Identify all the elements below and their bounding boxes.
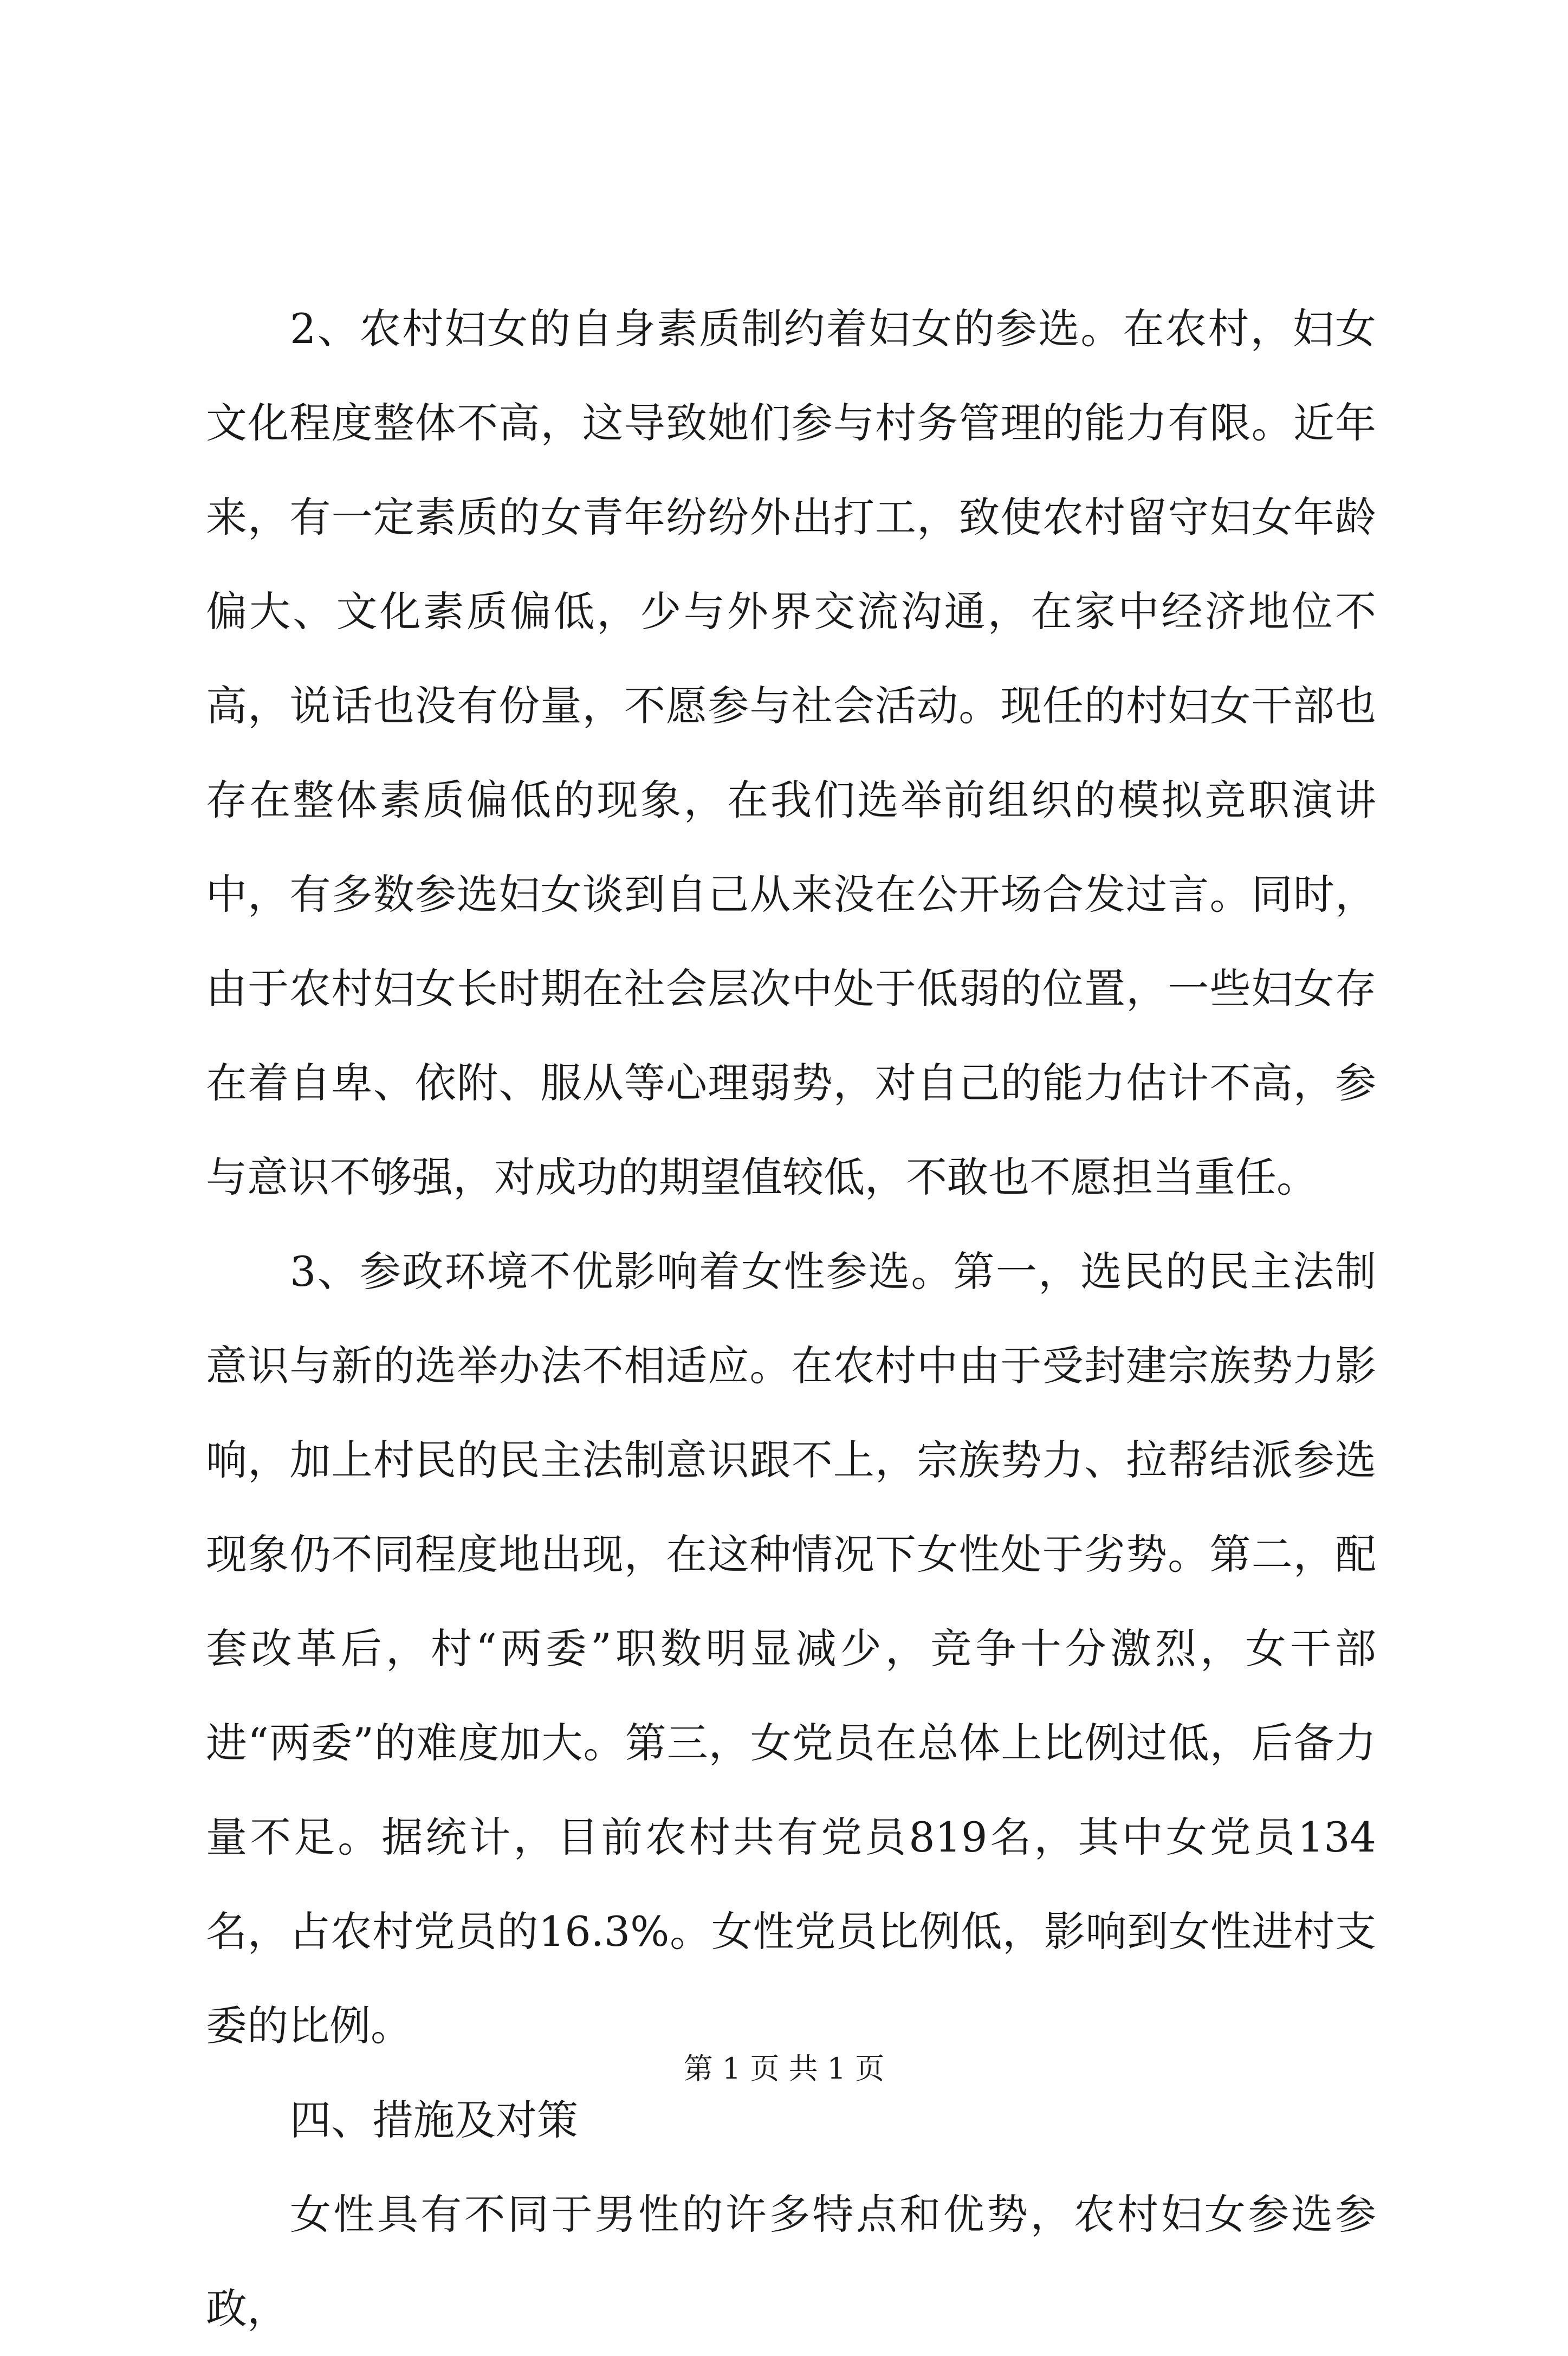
- paragraph-women-advantages: 女性具有不同于男性的许多特点和优势，农村妇女参选参政，: [206, 2190, 1376, 2333]
- section-heading-measures: 四、措施及对策: [290, 2096, 578, 2144]
- page-footer: 第 1 页 共 1 页: [683, 2051, 885, 2086]
- paragraph-political-environment: 3、参政环境不优影响着女性参选。第一，选民的民主法制意识与新的选举办法不相适应。在农村中由于受封建宗族势力影响，加上村民的民主法制意识跟不上，宗族势力、拉帮结派参选现象仍不同程度地出现，在这种情况下女性处于劣势。第二，配套改革后，村“两委”职数明显减少，竞争十分激烈，女干部进“两委”的难度加大。第三，女党员在总体上比例过低，后备力量不足。据统计，目前农村共有党员819名，其中女党员134名，占农村党员的16.3%。女性党员比例低，影响到女性进村支委的比例。: [206, 1247, 1376, 2050]
- paragraph-women-quality: 2、农村妇女的自身素质制约着妇女的参选。在农村，妇女文化程度整体不高，这导致她们参与村务管理的能力有限。近年来，有一定素质的女青年纷纷外出打工，致使农村留守妇女年龄偏大、文化素质偏低，少与外界交流沟通，在家中经济地位不高，说话也没有份量，不愿参与社会活动。现任的村妇女干部也存在整体素质偏低的现象，在我们选举前组织的模拟竞职演讲中，有多数参选妇女谈到自己从来没在公开场合发过言。同时，由于农村妇女长时期在社会层次中处于低弱的位置，一些妇女存在着自卑、依附、服从等心理弱势，对自己的能力估计不高，参与意识不够强，对成功的期望值较低，不敢也不愿担当重任。: [206, 305, 1376, 1201]
- document-body: [206, 282, 1376, 2356]
